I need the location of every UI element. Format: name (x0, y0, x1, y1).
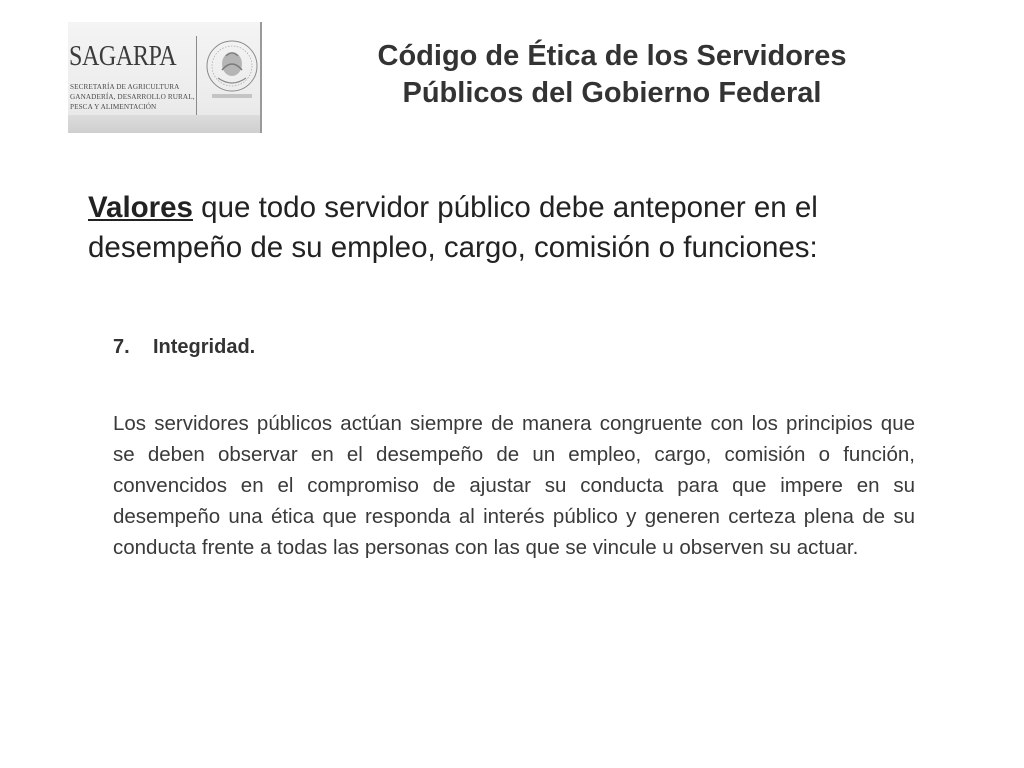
title-line-1: Código de Ética de los Servidores (377, 40, 847, 72)
list-item (113, 336, 255, 359)
values-heading (88, 188, 968, 268)
logo-photo-band (68, 115, 260, 133)
mexico-coat-of-arms-icon (204, 36, 260, 106)
logo-subline-3: PESCA Y ALIMENTACIÓN (70, 103, 157, 111)
item-label: Integridad. (153, 336, 256, 358)
item-number: 7. (113, 336, 130, 358)
logo-wordmark: SAGARPA (69, 41, 177, 72)
slide-title (300, 38, 924, 112)
title-line-2: Públicos del Gobierno Federal (402, 77, 822, 109)
logo-subline-1: SECRETARÍA DE AGRICULTURA (70, 83, 180, 91)
heading-keyword: Valores (88, 191, 193, 224)
logo-subline-2: GANADERÍA, DESARROLLO RURAL, (70, 93, 195, 101)
sagarpa-logo (68, 22, 262, 133)
heading-text: que todo servidor público debe anteponer en el desempeño de su empleo, cargo, comisión o funciones: (88, 191, 818, 264)
item-description: Los servidores públicos actúan siempre de manera congruente con los principios que se deben observar en el desempeño de un empleo, cargo, comisión o función, convencidos en el compromiso de ajustar su conducta para que impere en su desempeño una ética que responda al interés público y generen certeza plena de su conducta frente a todas las personas con las que se vincule u observen su actuar. (113, 412, 915, 559)
